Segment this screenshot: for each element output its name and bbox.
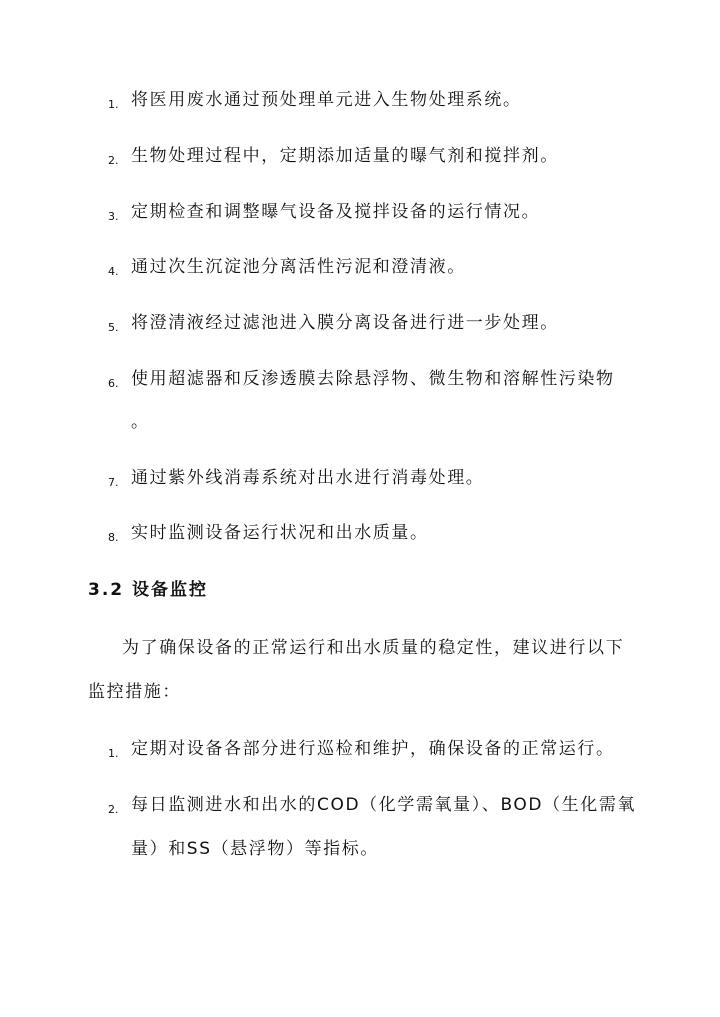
list-number: 1. [108, 747, 119, 760]
list-text: 生物处理过程中，定期添加适量的曝气剂和搅拌剂。 [131, 146, 559, 166]
list-number: 4. [108, 265, 119, 278]
list-text: 定期检查和调整曝气设备及搅拌设备的运行情况。 [131, 202, 541, 222]
list-text: 将澄清液经过滤池进入膜分离设备进行进一步处理。 [131, 313, 559, 333]
section-heading: 3.2 设备监控 [88, 580, 209, 600]
list-number: 2. [108, 154, 119, 167]
list-number: 2. [108, 803, 119, 816]
paragraph-text: 为了确保设备的正常运行和出水质量的稳定性，建议进行以下 [122, 638, 625, 658]
list-text: 定期对设备各部分进行巡检和维护，确保设备的正常运行。 [131, 739, 615, 759]
list-text: 实时监测设备运行状况和出水质量。 [131, 523, 429, 543]
list-text: 通过紫外线消毒系统对出水进行消毒处理。 [131, 468, 485, 488]
list-number: 3. [108, 210, 119, 223]
list-text: 通过次生沉淀池分离活性污泥和澄清液。 [131, 257, 466, 277]
list-text: 将医用废水通过预处理单元进入生物处理系统。 [131, 90, 522, 110]
list-text: 。 [131, 412, 150, 432]
list-number: 7. [108, 476, 119, 489]
list-number: 6. [108, 377, 119, 390]
list-number: 1. [108, 98, 119, 111]
paragraph-text: 监控措施： [88, 682, 181, 702]
list-text: 量）和SS（悬浮物）等指标。 [131, 839, 379, 859]
list-text: 使用超滤器和反渗透膜去除悬浮物、微生物和溶解性污染物 [131, 369, 615, 389]
list-number: 8. [108, 531, 119, 544]
list-text: 每日监测进水和出水的COD（化学需氧量）、BOD（生化需氧 [131, 795, 637, 815]
list-number: 5. [108, 321, 119, 334]
